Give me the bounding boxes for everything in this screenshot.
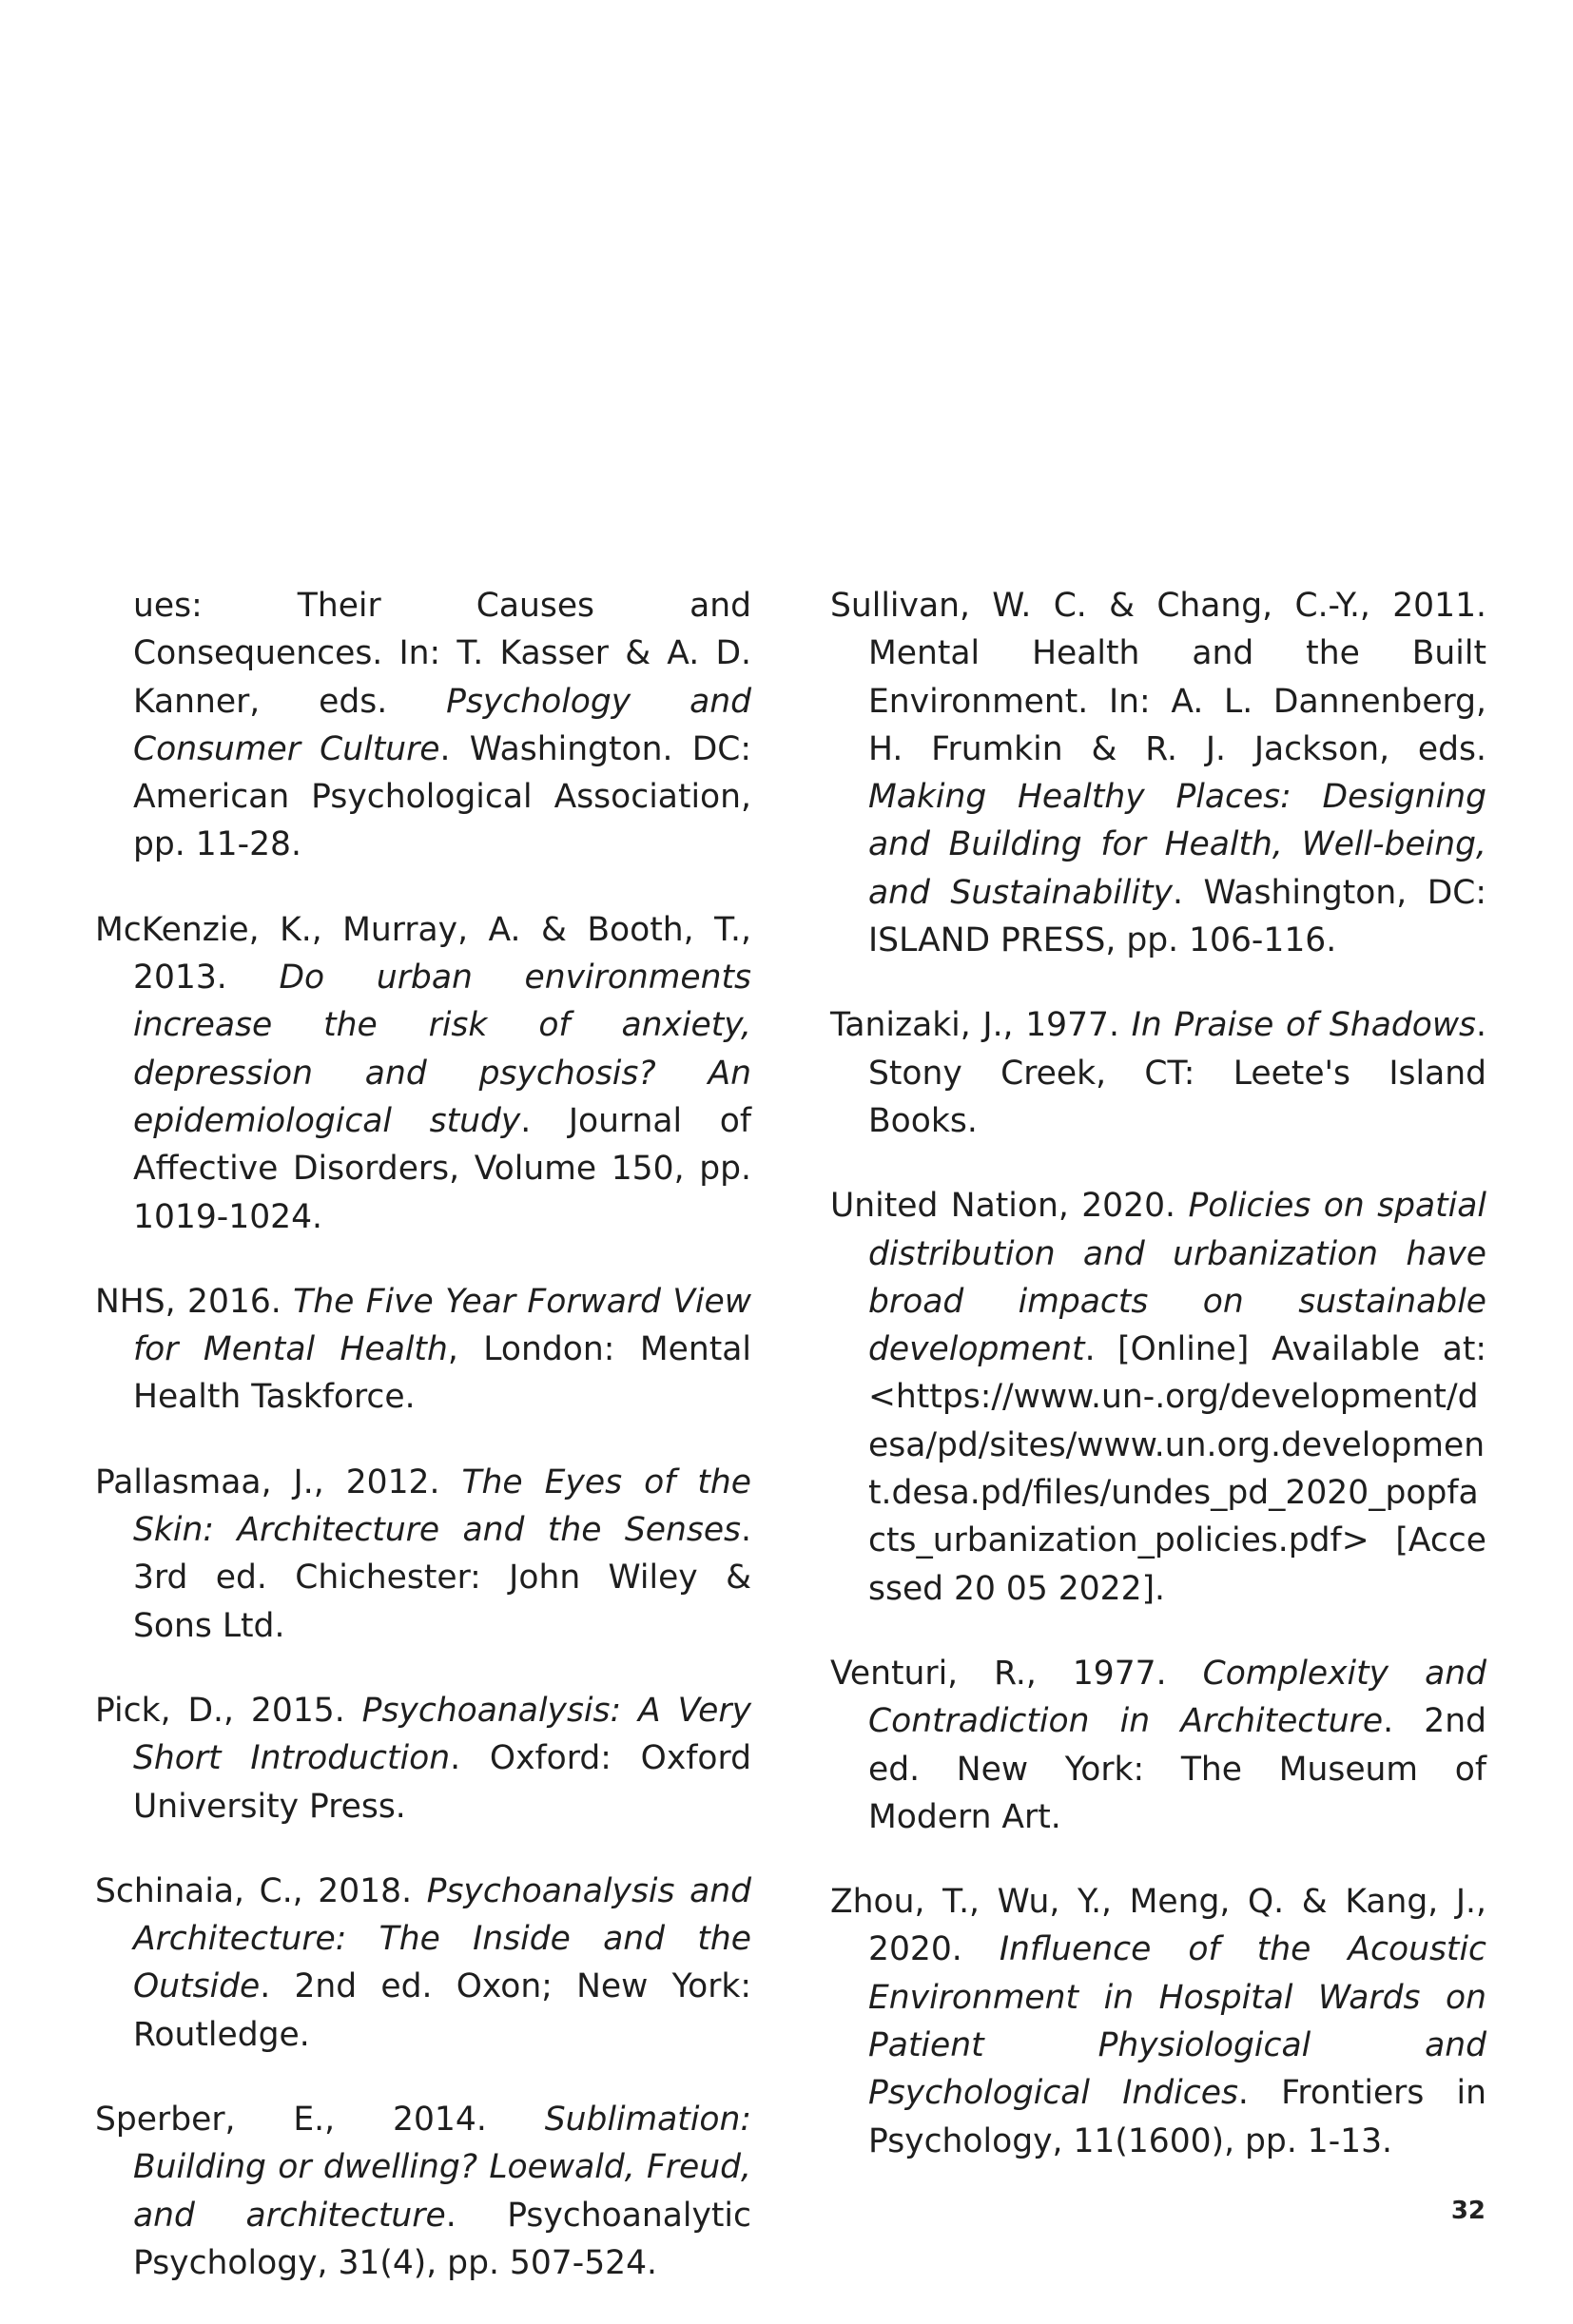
reference-entry [95, 906, 751, 1241]
reference-author-year: Zhou, T., Wu, Y., Meng, Q. & Kang, J., 2020. [830, 1883, 1486, 1969]
references-left-column [95, 582, 751, 2324]
reference-author-year: Venturi, R., 1977. [830, 1654, 1203, 1693]
reference-title: Psychoanalysis: A Very Short Introduction [133, 1691, 751, 1778]
page-number: 32 [1450, 2197, 1486, 2225]
reference-text: . Journal of Affective Disorders, Volume 150, pp. 1019-1024. [133, 1101, 751, 1236]
reference-author-year: NHS, 2016. [95, 1282, 294, 1321]
reference-title: Do urban environments increase the risk of anxiety, depression and psychosis? An epidemiological study [133, 959, 751, 1140]
reference-text: . Washington. DC: American Psychological Association, pp. 11-28. [133, 729, 751, 864]
reference-author-year: Pallasmaa, J., 2012. [95, 1462, 462, 1501]
reference-author-year: Schinaia, C., 2018. [95, 1871, 427, 1910]
reference-entry [95, 1278, 751, 1422]
reference-entry [830, 582, 1486, 964]
reference-author-year: Pick, D., 2015. [95, 1691, 362, 1730]
reference-text: . 3rd ed. Chichester: John Wiley & Sons Ltd. [133, 1511, 751, 1645]
reference-text: . Frontiers in Psychology, 11(1600), pp. 1-13. [868, 2074, 1486, 2160]
reference-author-year: McKenzie, K., Murray, A. & Booth, T., 2013. [95, 910, 751, 997]
reference-title: Making Healthy Places: Designing and Building for Health, Well-being, and Sustainability [868, 778, 1486, 912]
reference-title: The Eyes of the Skin: Architecture and the Senses [133, 1462, 752, 1550]
references-right-column [830, 582, 1486, 2202]
reference-text: . 2nd ed. Oxon; New York: Routledge. [133, 1967, 751, 2054]
reference-entry [830, 1650, 1486, 1841]
reference-title: Sublimation: Building or dwelling? Loewald, Freud, and architecture [133, 2101, 751, 2235]
reference-text: ues: Their Causes and Consequences. In: T. Kasser & A. D. Kanner, eds. [133, 587, 751, 721]
reference-text: , London: Mental Health Taskforce. [133, 1330, 751, 1417]
reference-title: The Five Year Forward View for Mental Health [133, 1282, 751, 1369]
reference-title: Psychology and Consumer Culture [133, 682, 751, 768]
reference-title: Influence of the Acoustic Environment in Hospital Wards on Patient Physiological and Psychological Indices [868, 1930, 1486, 2113]
reference-entry [95, 582, 751, 869]
reference-title: Policies on spatial distribution and urbanization have broad impacts on sustainable development [868, 1187, 1486, 1369]
reference-text: . Psychoanalytic Psychology, 31(4), pp. 507-524. [133, 2196, 751, 2282]
reference-entry [95, 2096, 751, 2287]
reference-author-year: Sullivan, W. C. & Chang, C.-Y., 2011. Mental Health and the Built Environment. In: A. L. Dannenberg, H. Frumkin & R. J. Jackson, eds. [830, 587, 1486, 768]
reference-entry [95, 1868, 751, 2059]
reference-text: . Oxford: Oxford University Press. [133, 1739, 751, 1826]
reference-author-year: Tanizaki, J., 1977. [830, 1006, 1132, 1045]
reference-text: . Washington, DC: ISLAND PRESS, pp. 106-116. [868, 873, 1486, 960]
reference-entry [830, 1182, 1486, 1613]
reference-entry [95, 1459, 751, 1650]
reference-title: Psychoanalysis and Architecture: The Inside and the Outside [133, 1871, 751, 2006]
reference-text: . Stony Creek, CT: Leete's Island Books. [868, 1006, 1487, 1140]
reference-text: . [Online] Available at: <https://www.un-.org/development/desa/pd/sites/www.un.org.development.desa.pd/files/undes_pd_2020_popfacts_urbanization_policies.pdf> [Accessed 20 05 2022]. [868, 1330, 1486, 1608]
reference-text: . 2nd ed. New York: The Museum of Modern Art. [868, 1702, 1486, 1836]
reference-entry [830, 1878, 1486, 2165]
reference-entry [830, 1001, 1486, 1145]
reference-author-year: United Nation, 2020. [830, 1187, 1189, 1226]
reference-author-year: Sperber, E., 2014. [95, 2101, 545, 2140]
reference-title: Complexity and Contradiction in Architecture [868, 1654, 1487, 1741]
reference-entry [95, 1687, 751, 1830]
reference-title: In Praise of Shadows [1131, 1006, 1477, 1045]
